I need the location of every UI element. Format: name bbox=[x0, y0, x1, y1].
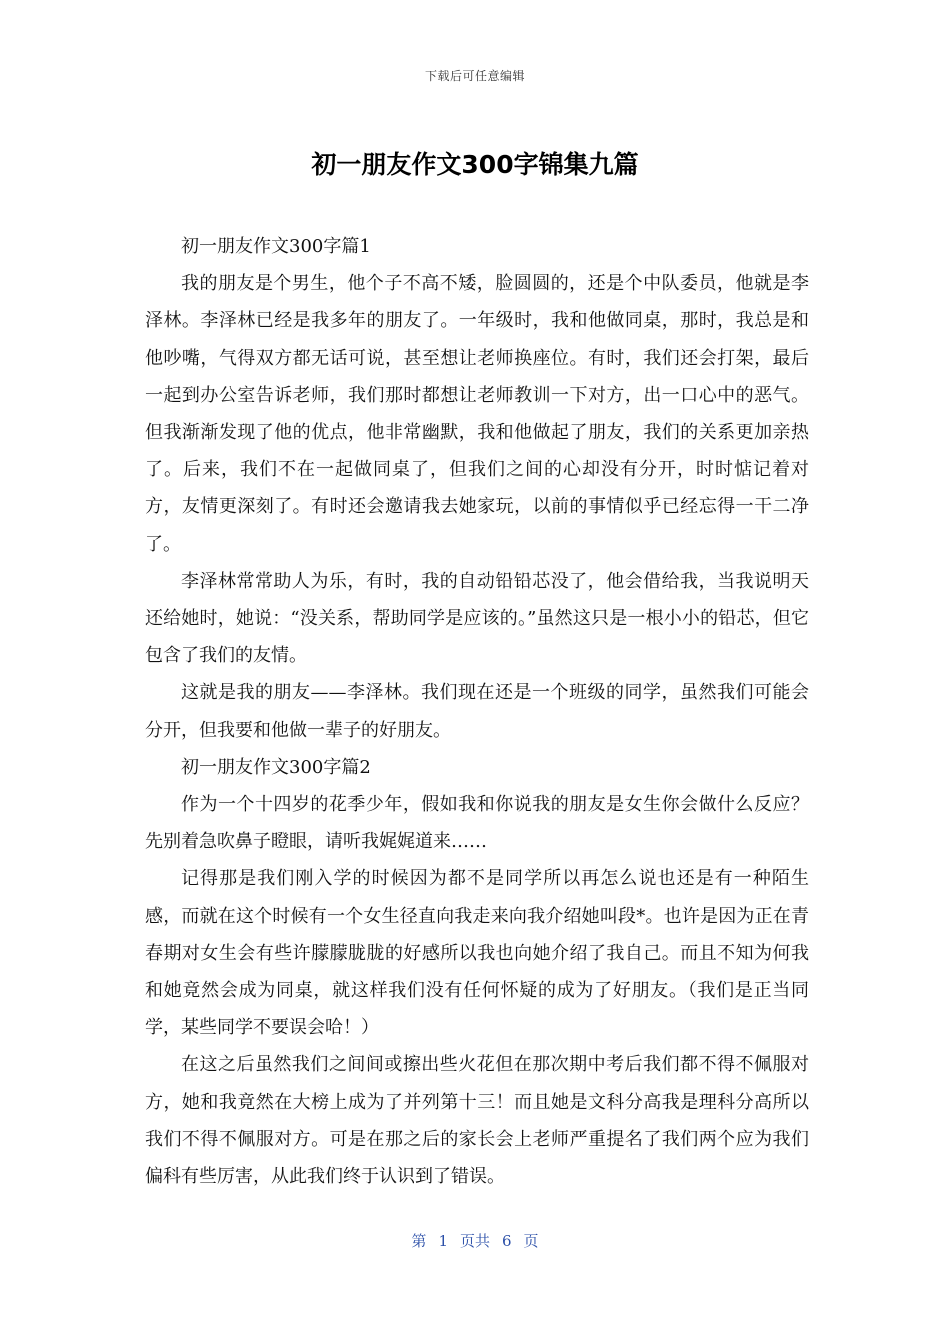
paragraph: 在这之后虽然我们之间间或擦出些火花但在那次期中考后我们都不得不佩服对方，她和我竟然在大榜上成为了并列第十三！而且她是文科分高我是理科分高所以我们不得不佩服对方。可是在那之后的家长会上老师严重提名了我们两个应为我们偏科有些厉害，从此我们终于认识到了错误。 bbox=[145, 1054, 809, 1188]
paragraph: 我的朋友是个男生，他个子不高不矮，脸圆圆的，还是个中队委员，他就是李泽林。李泽林已经是我多年的朋友了。一年级时，我和他做同桌，那时，我总是和他吵嘴，气得双方都无话可说，甚至想让老师换座位。有时，我们还会打架，最后一起到办公室告诉老师，我们那时都想让老师教训一下对方，出一口心中的恶气。但我渐渐发现了他的优点，他非常幽默，我和他做起了朋友，我们的关系更加亲热了。后来，我们不在一起做同桌了，但我们之间的心却没有分开，时时惦记着对方，友情更深刻了。有时还会邀请我去她家玩，以前的事情似乎已经忘得一干二净了。 bbox=[145, 273, 809, 555]
section-heading-2: 初一朋友作文300字篇2 bbox=[181, 756, 371, 778]
section-heading-1: 初一朋友作文300字篇1 bbox=[181, 236, 371, 257]
page-footer bbox=[0, 1230, 950, 1251]
paragraph: 记得那是我们刚入学的时候因为都不是同学所以再怎么说也还是有一种陌生感，而就在这个时候有一个女生径直向我走来向我介绍她叫段*。也许是因为正在青春期对女生会有些许朦朦胧胧的好感所以我也向她介绍了我自己。而且不知为何我和她竟然会成为同桌，就这样我们没有任何怀疑的成为了好朋友。（我们是正当同学，某些同学不要误会哈！） bbox=[145, 868, 809, 1039]
page-header-note: 下载后可任意编辑 bbox=[424, 69, 525, 83]
paragraph: 李泽林常常助人为乐，有时，我的自动铅铅芯没了，他会借给我，当我说明天还给她时，她说：“没关系，帮助同学是应该的。”虽然这只是一根小小的铅芯，但它包含了我们的友情。 bbox=[145, 570, 809, 667]
footer-total-pages: 6 bbox=[502, 1232, 512, 1250]
document-title: 初一朋友作文300字锦集九篇 bbox=[311, 150, 639, 179]
footer-suffix: 页 bbox=[523, 1232, 539, 1250]
footer-page-number: 1 bbox=[438, 1232, 448, 1250]
paragraph: 这就是我的朋友——李泽林。我们现在还是一个班级的同学，虽然我们可能会分开，但我要和他做一辈子的好朋友。 bbox=[145, 682, 809, 741]
footer-prefix: 第 bbox=[411, 1232, 427, 1250]
document-body bbox=[145, 228, 809, 1195]
footer-middle: 页共 bbox=[459, 1232, 490, 1250]
paragraph: 作为一个十四岁的花季少年，假如我和你说我的朋友是女生你会做什么反应？先别着急吹鼻子瞪眼，请听我娓娓道来…… bbox=[145, 794, 809, 853]
